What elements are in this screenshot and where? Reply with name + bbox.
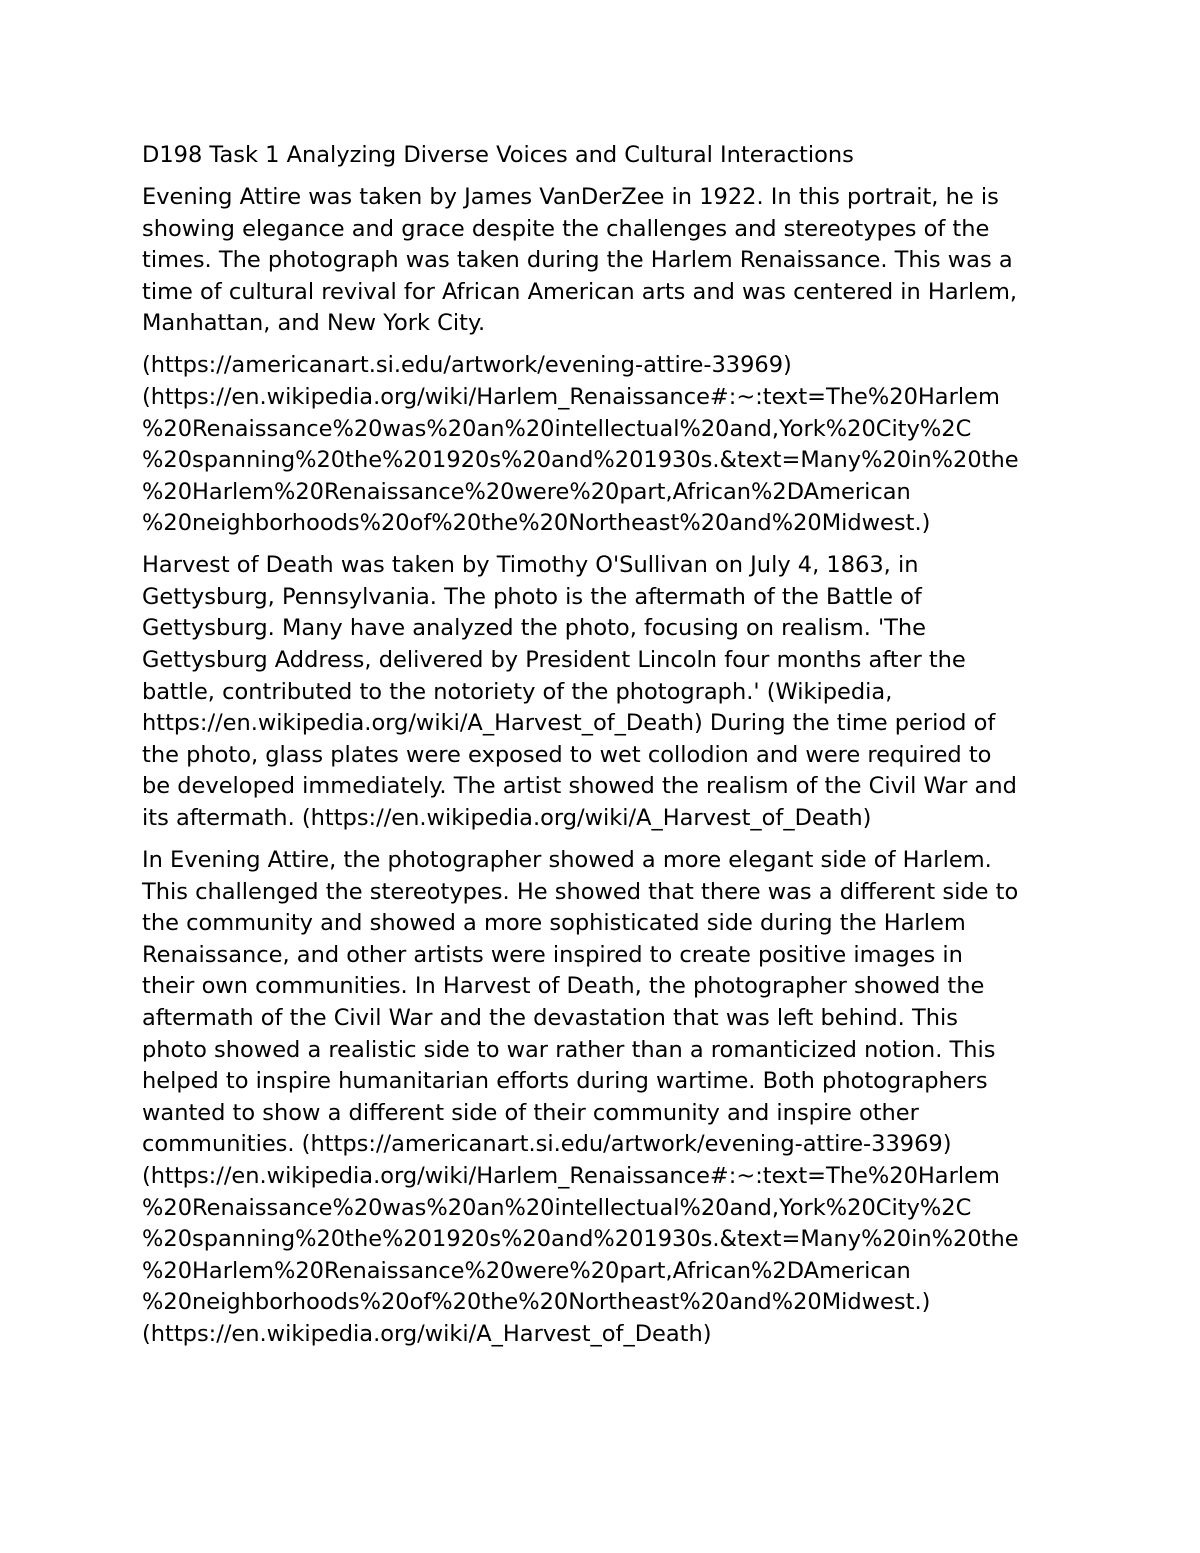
source-link-line: %20spanning%20the%201920s%20and%201930s.&text=Many%20in%20the xyxy=(142,1226,1019,1253)
source-link-line: %20neighborhoods%20of%20the%20Northeast%20and%20Midwest.) xyxy=(142,1289,931,1316)
paragraph-line: Gettysburg Address, delivered by President Lincoln four months after the xyxy=(142,647,966,674)
paragraph-line: Gettysburg. Many have analyzed the photo, focusing on realism. 'The xyxy=(142,615,927,642)
source-link-line: %20spanning%20the%201920s%20and%201930s.&text=Many%20in%20the xyxy=(142,447,1019,474)
paragraph-evening-attire xyxy=(142,182,1077,340)
paragraph-comparison xyxy=(142,845,1077,1351)
paragraph-line: wanted to show a different side of their community and inspire other xyxy=(142,1099,919,1126)
paragraph-line: the community and showed a more sophisticated side during the Harlem xyxy=(142,910,966,937)
source-link-line: (https://americanart.si.edu/artwork/evening-attire-33969) xyxy=(142,352,792,379)
paragraph-line: Manhattan, and New York City. xyxy=(142,310,486,337)
paragraph-line: Renaissance, and other artists were inspired to create positive images in xyxy=(142,941,963,968)
paragraph-line: their own communities. In Harvest of Death, the photographer showed the xyxy=(142,973,985,1000)
paragraph-line: the photo, glass plates were exposed to wet collodion and were required to xyxy=(142,741,992,768)
paragraph-line: Evening Attire was taken by James VanDerZee in 1922. In this portrait, he is xyxy=(142,183,999,210)
document-body xyxy=(142,140,1077,1361)
paragraph-line: its aftermath. (https://en.wikipedia.org/wiki/A_Harvest_of_Death) xyxy=(142,805,872,832)
source-link-line: (https://en.wikipedia.org/wiki/Harlem_Renaissance#:~:text=The%20Harlem xyxy=(142,383,1000,410)
paragraph-line: photo showed a realistic side to war rather than a romanticized notion. This xyxy=(142,1036,996,1063)
paragraph-line: helped to inspire humanitarian efforts during wartime. Both photographers xyxy=(142,1068,988,1095)
paragraph-line: In Evening Attire, the photographer showed a more elegant side of Harlem. xyxy=(142,847,992,874)
source-link-line: %20Renaissance%20was%20an%20intellectual%20and,York%20City%2C xyxy=(142,1194,972,1221)
paragraph-line: communities. (https://americanart.si.edu/artwork/evening-attire-33969) xyxy=(142,1131,952,1158)
paragraph-line: https://en.wikipedia.org/wiki/A_Harvest_of_Death) During the time period of xyxy=(142,710,996,737)
paragraph-line: Harvest of Death was taken by Timothy O'Sullivan on July 4, 1863, in xyxy=(142,552,919,579)
source-link-line: %20neighborhoods%20of%20the%20Northeast%20and%20Midwest.) xyxy=(142,510,931,537)
paragraph-line: This challenged the stereotypes. He showed that there was a different side to xyxy=(142,878,1019,905)
paragraph-harvest-of-death xyxy=(142,550,1077,834)
paragraph-line: time of cultural revival for African American arts and was centered in Harlem, xyxy=(142,278,1018,305)
source-link-line: (https://en.wikipedia.org/wiki/A_Harvest_of_Death) xyxy=(142,1320,712,1347)
document-title: D198 Task 1 Analyzing Diverse Voices and Cultural Interactions xyxy=(142,142,854,168)
paragraph-line: battle, contributed to the notoriety of the photograph.' (Wikipedia, xyxy=(142,678,893,705)
paragraph-line: showing elegance and grace despite the challenges and stereotypes of the xyxy=(142,215,990,242)
paragraph-line: be developed immediately. The artist showed the realism of the Civil War and xyxy=(142,773,1017,800)
source-link-line: %20Harlem%20Renaissance%20were%20part,African%2DAmerican xyxy=(142,1257,911,1284)
paragraph-line: aftermath of the Civil War and the devastation that was left behind. This xyxy=(142,1005,958,1031)
source-link-line: (https://en.wikipedia.org/wiki/Harlem_Renaissance#:~:text=The%20Harlem xyxy=(142,1162,1000,1189)
source-link-line: %20Renaissance%20was%20an%20intellectual%20and,York%20City%2C xyxy=(142,415,972,442)
paragraph-line: Gettysburg, Pennsylvania. The photo is the aftermath of the Battle of xyxy=(142,583,922,610)
source-link-line: %20Harlem%20Renaissance%20were%20part,African%2DAmerican xyxy=(142,478,911,505)
paragraph-sources-evening-attire xyxy=(142,350,1077,540)
paragraph-line: times. The photograph was taken during the Harlem Renaissance. This was a xyxy=(142,247,1013,274)
